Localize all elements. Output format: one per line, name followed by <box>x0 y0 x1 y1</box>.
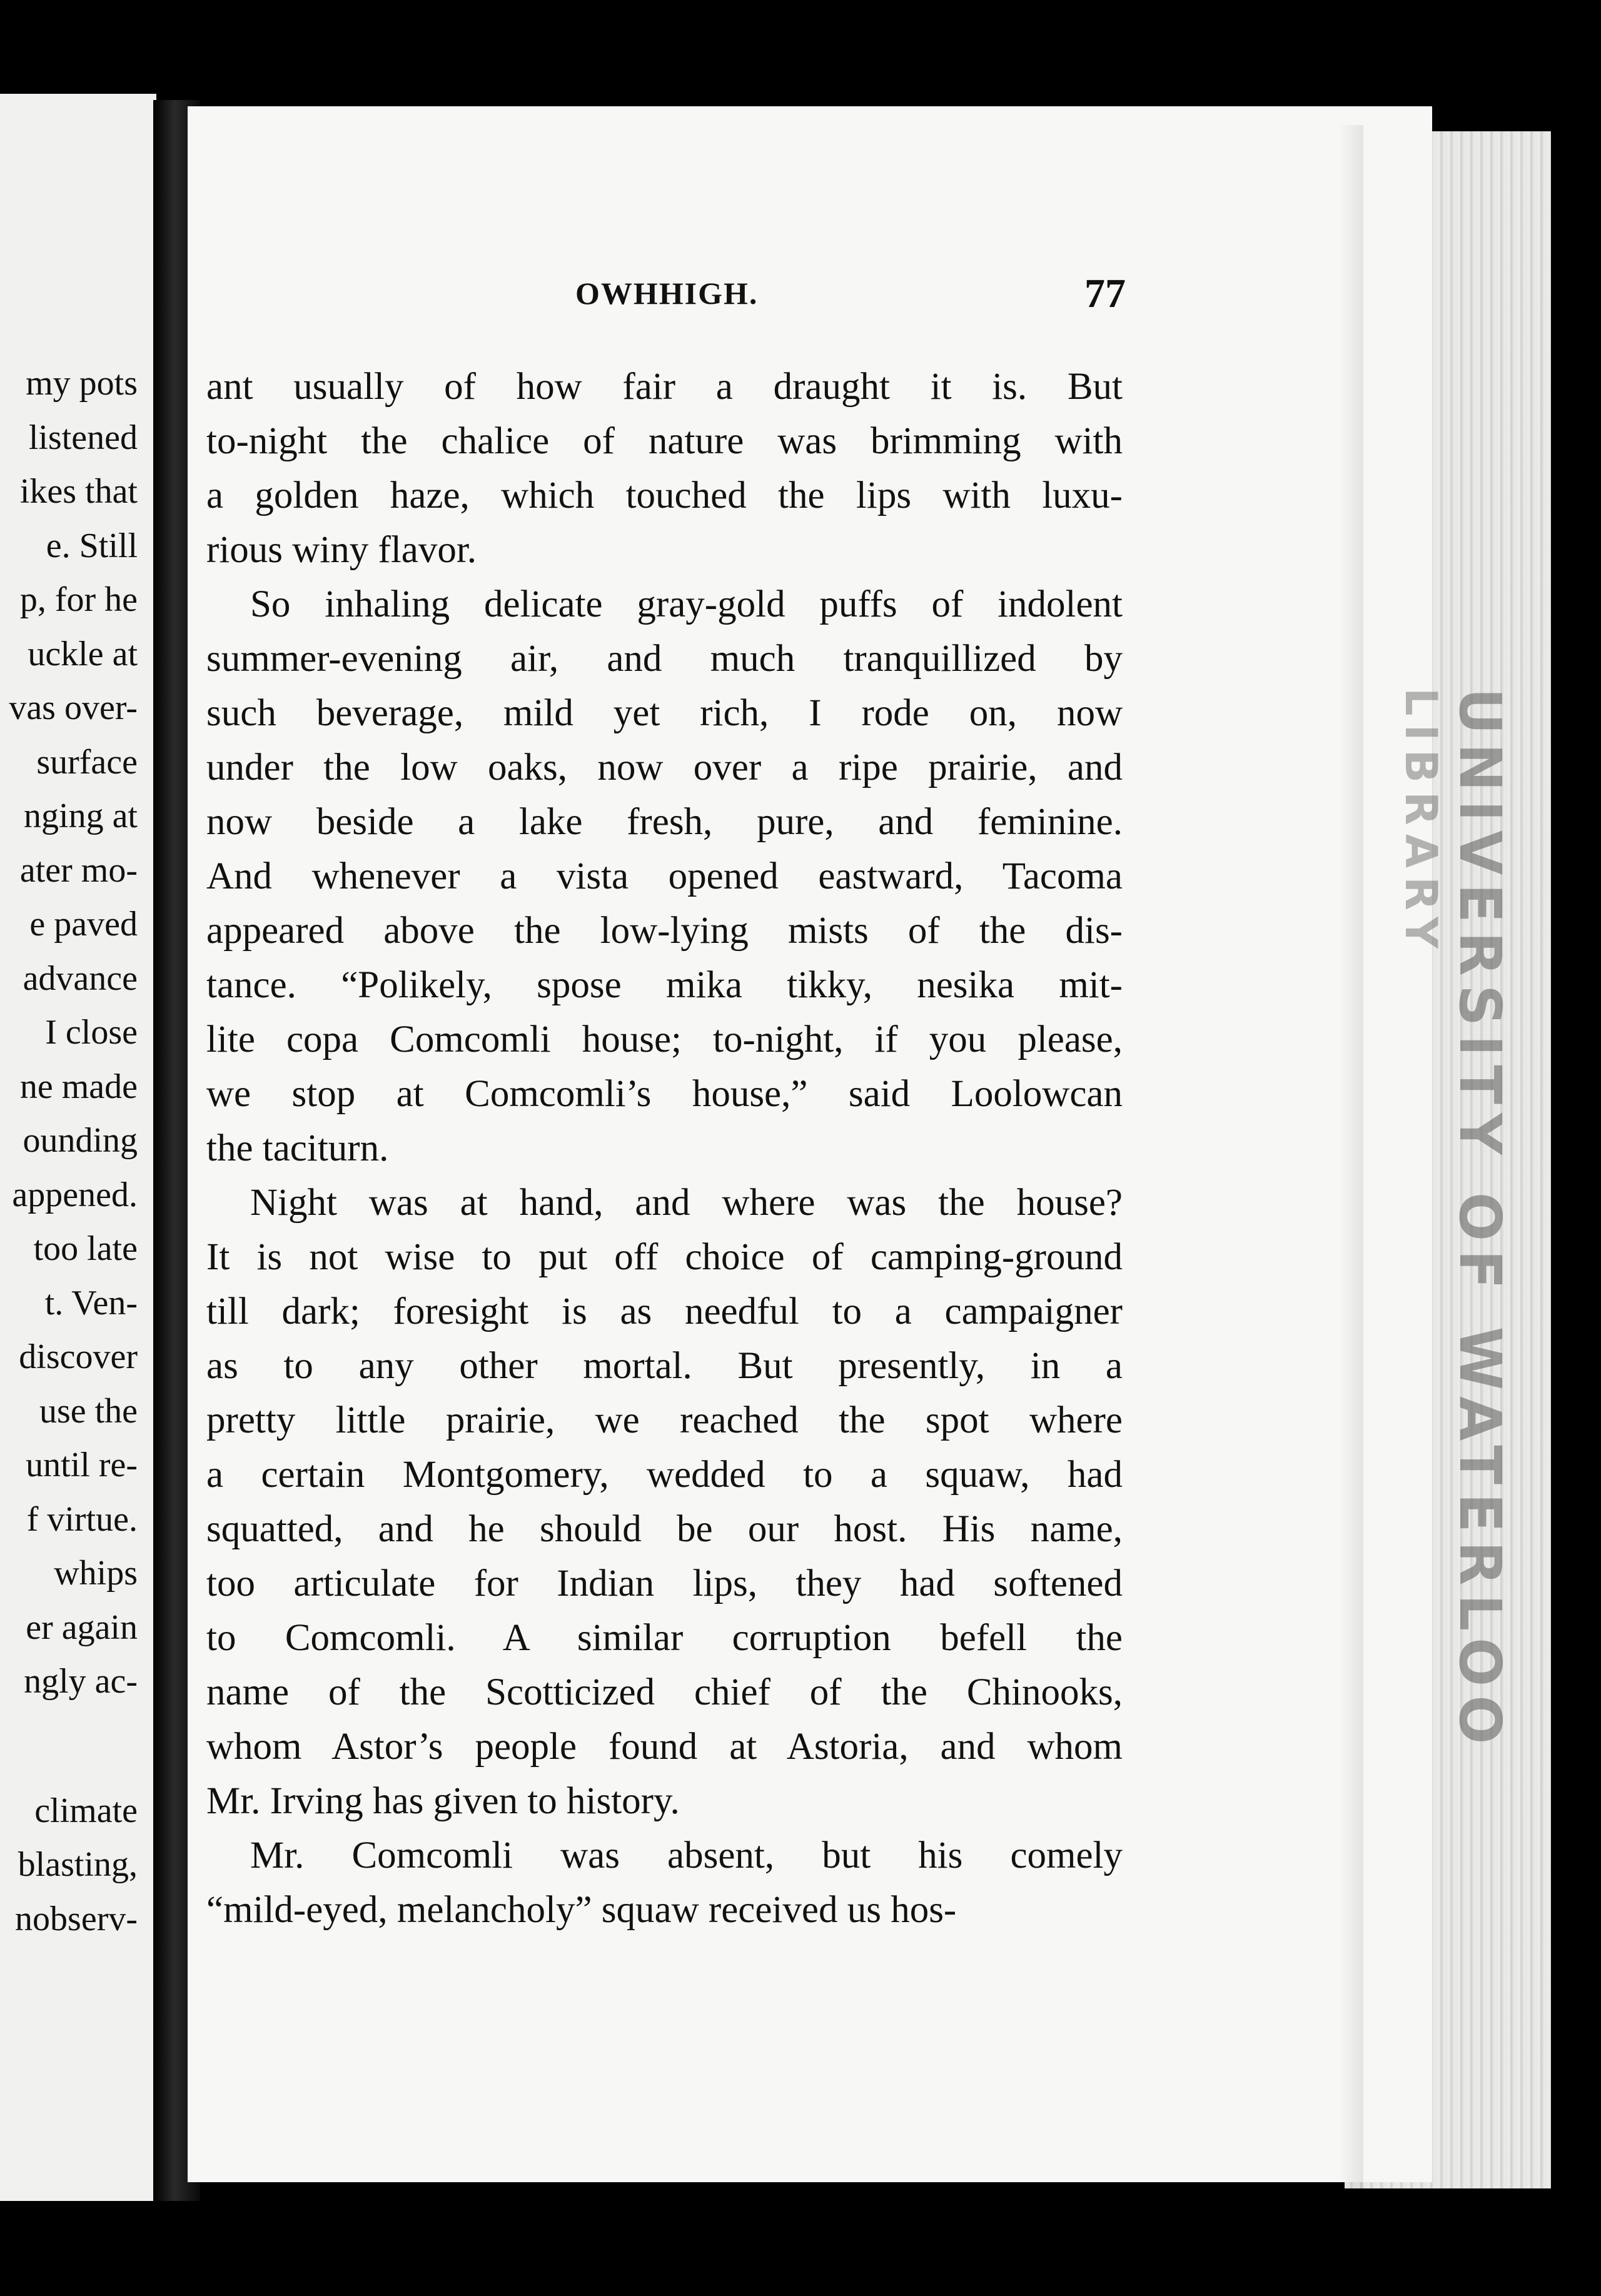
stamp-line-1 <box>1447 688 1513 950</box>
left-page-line: too late <box>33 1229 138 1268</box>
page-number: 77 <box>1084 271 1126 316</box>
text-line: ant usually of how fair a draught it is. But <box>206 366 1123 408</box>
text-line: “mild-eyed, melancholy” squaw received us hos- <box>206 1889 957 1931</box>
text-line: to-night the chalice of nature was brimming with <box>206 420 1123 462</box>
left-page-line: appened. <box>12 1175 138 1214</box>
left-page <box>0 94 156 2201</box>
left-page-text <box>0 356 138 1946</box>
page-edge-shadow <box>1338 125 1363 2188</box>
text-line: too articulate for Indian lips, they had softened <box>206 1563 1123 1604</box>
left-page-line: er again <box>26 1608 138 1647</box>
left-page-line: uckle at <box>28 634 138 673</box>
left-page-line: blasting, <box>18 1845 138 1884</box>
left-page-line: my pots <box>26 364 138 403</box>
text-line: rious winy flavor. <box>206 529 477 571</box>
stamp-line-2: LIBRARY <box>1395 688 1447 957</box>
text-line: the taciturn. <box>206 1127 389 1169</box>
text-line: under the low oaks, now over a ripe prairie, and <box>206 747 1123 788</box>
left-page-line: ne made <box>19 1067 138 1106</box>
text-line: till dark; foresight is as needful to a campaigner <box>206 1291 1123 1332</box>
text-line: name of the Scotticized chief of the Chinooks, <box>206 1671 1123 1713</box>
text-line: appeared above the low-lying mists of the dis- <box>206 910 1123 952</box>
text-line: Mr. Irving has given to history. <box>206 1780 680 1822</box>
left-page-line: use the <box>39 1391 138 1431</box>
left-page-line: listened <box>28 418 138 457</box>
left-page-line: climate <box>34 1791 138 1830</box>
text-line: we stop at Comcomli’s house,” said Loolowcan <box>206 1073 1123 1115</box>
left-page-line: ounding <box>23 1121 138 1160</box>
left-page-line: ngly ac- <box>24 1662 138 1701</box>
left-page-line: ater mo- <box>19 850 138 890</box>
text-line: a golden haze, which touched the lips with luxu- <box>206 475 1123 516</box>
text-line: Mr. Comcomli was absent, but his comely <box>250 1835 1123 1876</box>
left-page-line: discover <box>19 1337 138 1376</box>
page-header <box>188 271 1126 325</box>
text-line: squatted, and he should be our host. His name, <box>206 1508 1123 1550</box>
text-line: So inhaling delicate gray-gold puffs of indolent <box>250 583 1123 625</box>
library-stamp <box>1388 688 1513 957</box>
body-text <box>206 360 1123 1937</box>
left-page-line: nobserv- <box>15 1899 138 1938</box>
text-line: such beverage, mild yet rich, I rode on, now <box>206 692 1123 734</box>
text-line: It is not wise to put off choice of camping-ground <box>206 1236 1123 1278</box>
text-line: now beside a lake fresh, pure, and feminine. <box>206 801 1123 843</box>
left-page-line: e. Still <box>46 526 138 565</box>
text-line: Night was at hand, and where was the house? <box>250 1182 1123 1224</box>
left-page-line: vas over- <box>9 688 138 727</box>
text-line: to Comcomli. A similar corruption befell the <box>206 1617 1123 1659</box>
left-page-line <box>0 1709 138 1784</box>
text-line: pretty little prairie, we reached the spot where <box>206 1399 1123 1441</box>
text-line: as to any other mortal. But presently, in a <box>206 1345 1123 1387</box>
text-line: tance. “Polikely, spose mika tikky, nesika mit- <box>206 964 1123 1006</box>
left-page-line: whips <box>54 1554 138 1593</box>
left-page-line: p, for he <box>19 580 138 619</box>
left-page-line: until re- <box>26 1446 138 1484</box>
left-page-line: I close <box>45 1013 138 1052</box>
left-page-line: t. Ven- <box>44 1283 138 1322</box>
left-page-line: ikes that <box>19 472 138 511</box>
text-line: a certain Montgomery, wedded to a squaw, had <box>206 1454 1123 1496</box>
text-line: And whenever a vista opened eastward, Tacoma <box>206 855 1123 897</box>
text-line: whom Astor’s people found at Astoria, and whom <box>206 1726 1123 1768</box>
text-line: summer-evening air, and much tranquillized by <box>206 638 1123 680</box>
left-page-line: nging at <box>24 797 138 835</box>
running-head: OWHHIGH. <box>575 276 759 311</box>
left-page-line: f virtue. <box>26 1499 138 1539</box>
left-page-line: surface <box>36 742 138 782</box>
text-line: lite copa Comcomli house; to-night, if you please, <box>206 1019 1123 1060</box>
left-page-line: e paved <box>29 905 138 944</box>
left-page-line: advance <box>23 959 138 998</box>
